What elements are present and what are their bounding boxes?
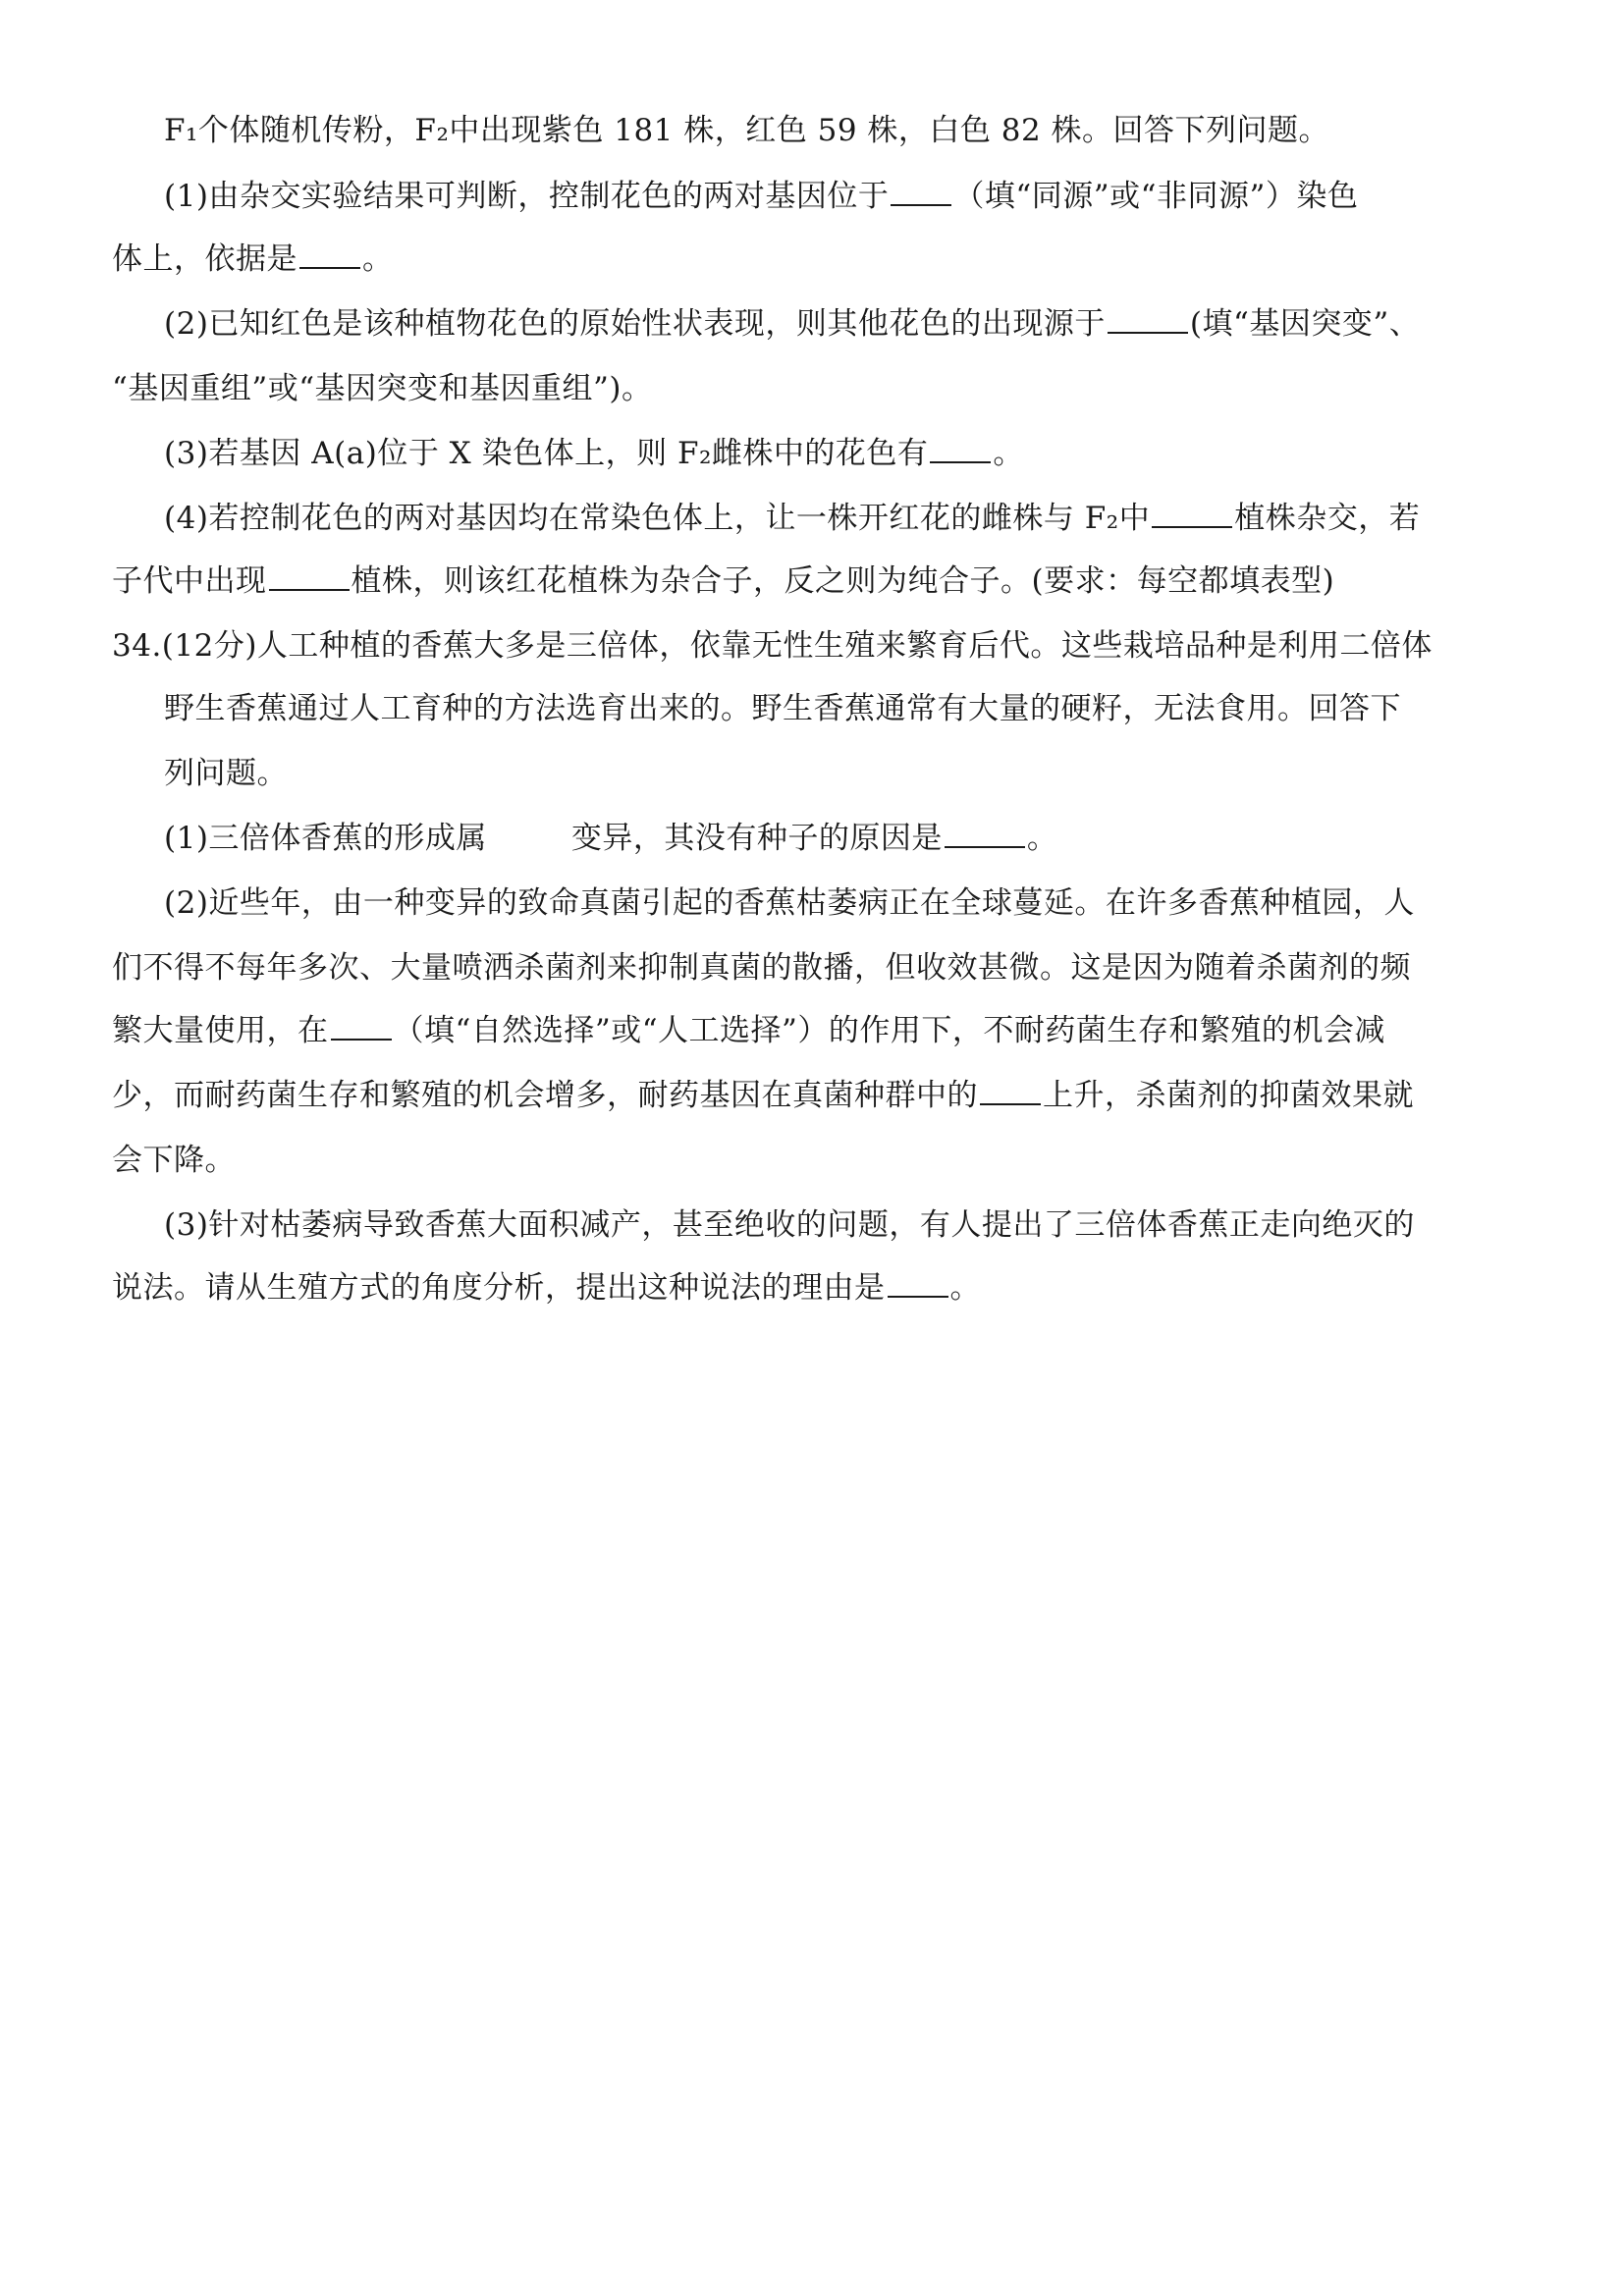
q33-part3-line (164, 434, 1024, 473)
q34-part2-text-d1: 少，而耐药菌生存和繁殖的机会增多，耐药基因在真菌种群中的 (112, 1078, 978, 1113)
q33-part4-line2 (112, 561, 1334, 601)
q34-part2-text-c1: 繁大量使用，在 (112, 1013, 329, 1048)
q34-header-line3 (164, 754, 288, 793)
q34-header-line2 (164, 689, 1401, 728)
q33-intro-line (164, 111, 1329, 150)
answer-blank[interactable] (945, 821, 1025, 848)
answer-blank[interactable] (930, 436, 991, 463)
q33-part2-text-a: (2)已知红色是该种植物花色的原始性状表现，则其他花色的出现源于 (164, 306, 1106, 342)
q34-part3-line1 (164, 1205, 1415, 1245)
q34-part2-line5 (112, 1141, 236, 1180)
q33-part2-line1 (164, 304, 1420, 344)
q33-part2-text-b: (填“基因突变”、 (1189, 306, 1421, 342)
q34-part3-text-b2: 。 (949, 1270, 981, 1306)
answer-blank[interactable] (888, 1270, 948, 1298)
q34-part3-text-a: (3)针对枯萎病导致香蕉大面积减产，甚至绝收的问题，有人提出了三倍体香蕉正走向绝灭的 (164, 1207, 1415, 1243)
q34-part2-line2 (112, 948, 1411, 988)
q33-intro-text: F₁个体随机传粉，F₂中出现紫色 181 株，红色 59 株，白色 82 株。回答下列问题。 (164, 113, 1330, 148)
q34-part1-text-c: 。 (1026, 821, 1058, 856)
q34-header-text-a: 34.(12分)人工种植的香蕉大多是三倍体，依靠无性生殖来繁育后代。这些栽培品种是利用二倍体 (112, 628, 1433, 664)
q34-part2-text-a: (2)近些年，由一种变异的致命真菌引起的香蕉枯萎病正在全球蔓延。在许多香蕉种植园，人 (164, 885, 1415, 921)
q34-part1-text-b: 变异，其没有种子的原因是 (570, 821, 943, 856)
q33-part1-line1 (164, 177, 1358, 216)
answer-blank[interactable] (269, 563, 350, 591)
q33-part3-text-b: 。 (993, 436, 1024, 471)
answer-blank[interactable] (331, 1013, 392, 1041)
q33-part1-text-b: （填“同源”或“非同源”）染色 (953, 179, 1359, 214)
q33-part4-text-d: 植株，则该红花植株为杂合子，反之则为纯合子。(要求：每空都填表型) (351, 563, 1335, 599)
q34-header-line1 (112, 626, 1433, 666)
q33-part4-text-a: (4)若控制花色的两对基因均在常染色体上，让一株开红花的雌株与 F₂中 (164, 501, 1151, 536)
q34-part2-text-e: 会下降。 (112, 1143, 236, 1178)
answer-blank[interactable] (891, 179, 951, 206)
q33-part4-line1 (164, 499, 1420, 538)
q34-part2-line3 (112, 1011, 1385, 1050)
q33-part2-line2 (112, 369, 653, 408)
answer-blank[interactable] (299, 241, 360, 269)
q34-part1-line (164, 819, 1057, 858)
q33-part1-text-a: (1)由杂交实验结果可判断，控制花色的两对基因位于 (164, 179, 890, 214)
q34-part1-text-a: (1)三倍体香蕉的形成属 (164, 821, 487, 856)
answer-blank[interactable] (1152, 501, 1232, 528)
q33-part1-text-c: 体上，依据是 (112, 241, 298, 277)
q34-part3-text-b1: 说法。请从生殖方式的角度分析，提出这种说法的理由是 (112, 1270, 886, 1306)
q33-part2-text-c: “基因重组”或“基因突变和基因重组”)。 (112, 371, 653, 406)
q34-header-text-c: 列问题。 (164, 756, 288, 791)
q33-part4-text-c: 子代中出现 (112, 563, 267, 599)
answer-blank[interactable] (980, 1078, 1041, 1105)
q34-header-text-b: 野生香蕉通过人工育种的方法选育出来的。野生香蕉通常有大量的硬籽，无法食用。回答下 (164, 691, 1401, 726)
q33-part1-line2 (112, 240, 394, 279)
q33-part1-text-d: 。 (362, 241, 394, 277)
answer-blank[interactable] (1108, 306, 1188, 334)
q34-part3-line2 (112, 1268, 981, 1308)
q33-part4-text-b: 植株杂交，若 (1234, 501, 1421, 536)
q34-part2-text-c2: （填“自然选择”或“人工选择”）的作用下，不耐药菌生存和繁殖的机会减 (393, 1013, 1385, 1048)
q34-part2-text-d2: 上升，杀菌剂的抑菌效果就 (1043, 1078, 1414, 1113)
q34-part2-text-b: 们不得不每年多次、大量喷洒杀菌剂来抑制真菌的散播，但收效甚微。这是因为随着杀菌剂的频 (112, 950, 1411, 986)
q33-part3-text-a: (3)若基因 A(a)位于 X 染色体上，则 F₂雌株中的花色有 (164, 436, 929, 471)
q34-part2-line1 (164, 883, 1415, 923)
q34-part2-line4 (112, 1076, 1414, 1115)
